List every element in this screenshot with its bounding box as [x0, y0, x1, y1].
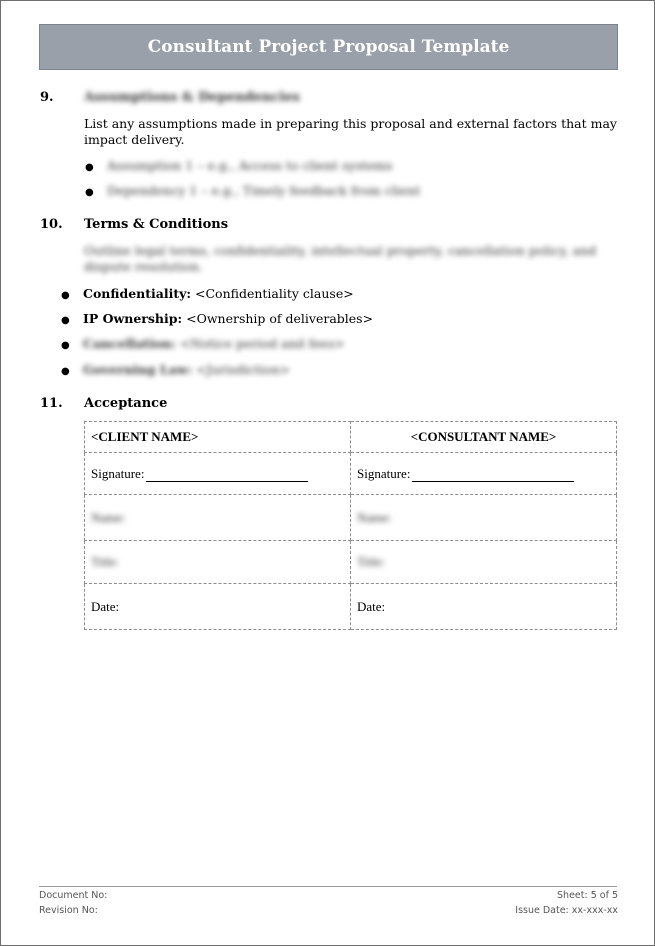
terms-item-ip-ownership [61, 311, 373, 326]
title-row [85, 541, 617, 584]
bullet-dot-icon: ● [61, 366, 70, 377]
page-title [39, 24, 618, 70]
bullet-dot-icon: ● [85, 187, 94, 198]
section-10-title: Terms & Conditions [84, 217, 229, 232]
client-name-field[interactable] [85, 495, 351, 541]
terms-item-label: Confidentiality: [83, 286, 192, 301]
name-label: Name: [357, 509, 392, 525]
section-9-title: Assumptions & Dependencies [84, 90, 300, 105]
name-row [85, 495, 617, 541]
bullet-dot-icon: ● [61, 290, 70, 301]
bullet-dot-icon: ● [85, 162, 94, 173]
section-9-bullet-1-text: Assumption 1 – e.g., Access to client systems [107, 158, 393, 173]
terms-item-value: <Confidentiality clause> [195, 286, 354, 301]
section-9-bullet-1 [85, 158, 393, 173]
title-label: Title: [91, 554, 119, 569]
acceptance-table [84, 421, 617, 630]
client-date-field[interactable] [85, 584, 351, 630]
section-11-title: Acceptance [84, 396, 168, 411]
acceptance-header-row [85, 422, 617, 453]
page-title-text: Consultant Project Proposal Template [147, 37, 510, 57]
bullet-dot-icon: ● [61, 315, 70, 326]
consultant-title-field[interactable] [351, 541, 617, 584]
terms-item-value: <Ownership of deliverables> [186, 311, 374, 326]
section-9-bullet-2 [85, 183, 420, 198]
consultant-date-field[interactable] [351, 584, 617, 630]
terms-item-label: Governing Law: [83, 362, 193, 377]
footer-sheet: Sheet: 5 of 5 [557, 890, 618, 901]
signature-label: Signature: [357, 465, 411, 481]
section-9-intro: List any assumptions made in preparing this proposal and external factors that may impact delivery. [84, 116, 617, 147]
terms-item-label: IP Ownership: [83, 311, 183, 326]
name-label: Name: [91, 509, 126, 525]
footer-revision-no: Revision No: [39, 905, 98, 916]
section-9-bullet-2-text: Dependency 1 – e.g., Timely feedback from client [107, 183, 421, 198]
consultant-name-header: <CONSULTANT NAME> [351, 422, 617, 453]
title-label: Title: [357, 554, 385, 569]
section-10-intro: Outline legal terms, confidentiality, intellectual property, cancellation policy, and dispute resolution. [84, 243, 597, 274]
terms-item-value: <Notice period and fees> [179, 336, 345, 351]
section-9-number: 9. [40, 90, 54, 105]
client-title-field[interactable] [85, 541, 351, 584]
client-name-header: <CLIENT NAME> [85, 422, 351, 453]
footer-document-no: Document No: [39, 890, 108, 901]
terms-item-value: <Jurisdiction> [196, 362, 291, 377]
signature-row [85, 453, 617, 495]
terms-item-confidentiality [61, 286, 354, 301]
consultant-signature-field[interactable] [351, 453, 617, 495]
bullet-dot-icon: ● [61, 340, 70, 351]
section-10-number: 10. [40, 217, 63, 232]
date-row [85, 584, 617, 630]
signature-line [412, 469, 574, 482]
terms-item-label: Cancellation: [83, 336, 176, 351]
date-label: Date: [91, 598, 120, 614]
signature-line [146, 469, 308, 482]
terms-item-cancellation [61, 336, 345, 351]
date-label: Date: [357, 598, 386, 614]
footer-divider [39, 886, 617, 887]
client-signature-field[interactable] [85, 453, 351, 495]
consultant-name-field[interactable] [351, 495, 617, 541]
section-11-number: 11. [40, 396, 63, 411]
terms-item-governing-law [61, 362, 290, 377]
signature-label: Signature: [91, 465, 145, 481]
footer-issue-date: Issue Date: xx-xxx-xx [515, 905, 618, 916]
